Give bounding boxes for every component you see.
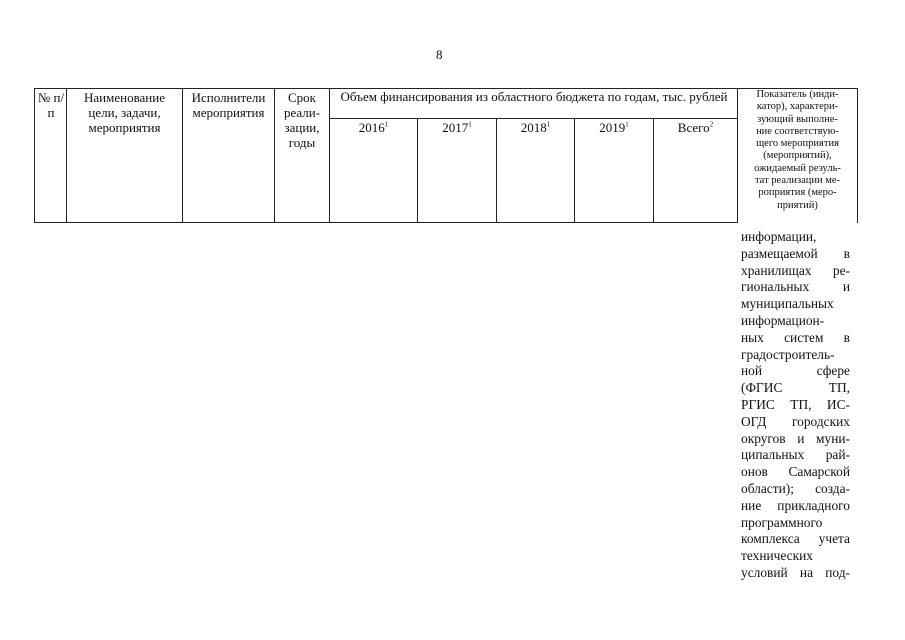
header-number: № п/п <box>37 90 65 120</box>
text-line: округов и муни- <box>741 430 850 446</box>
year-label: 2016 <box>358 120 385 135</box>
header-funding: Объем финансирования из областного бюджета по годам, тыс. рублей <box>340 89 728 104</box>
indicator-line: катор), характери- <box>756 101 839 113</box>
header-term-line: Срок <box>288 90 316 105</box>
years-row-border <box>329 118 738 119</box>
text-line: ципальных рай- <box>741 447 850 463</box>
indicator-continuation-text <box>741 229 850 582</box>
year-label: Всего <box>677 120 710 135</box>
indicator-line: щего мероприятия <box>756 138 839 150</box>
header-term-line: зации, <box>284 120 320 135</box>
text-line: хранилищах ре- <box>741 262 850 278</box>
header-name: Наименование цели, задачи, мероприятия <box>84 90 165 135</box>
column-divider <box>182 88 183 223</box>
text-line: информацион- <box>741 312 825 328</box>
text-line: (ФГИС ТП, <box>741 380 850 396</box>
indicator-line: ние соответствую- <box>756 125 839 137</box>
column-divider <box>274 88 275 223</box>
indicator-line: роприятия (меро- <box>758 187 837 199</box>
text-line: ной сфере <box>741 363 850 379</box>
year-2016 <box>330 120 417 135</box>
text-line: условий на под- <box>741 564 850 580</box>
year-2018 <box>497 120 574 135</box>
text-line: РГИС ТП, ИС- <box>741 396 850 412</box>
footnote-mark: 1 <box>384 120 389 129</box>
text-line: муниципальных <box>741 296 834 312</box>
year-total <box>654 120 737 135</box>
indicator-line: зующий выполне- <box>757 113 838 125</box>
table-bottom-border <box>34 222 737 223</box>
text-line: градостроитель- <box>741 346 835 362</box>
text-line: ние прикладного <box>741 497 850 513</box>
header-term-line: реали- <box>283 105 321 120</box>
page-number: 8 <box>436 47 443 62</box>
header-term <box>276 90 328 150</box>
indicator-line: (мероприятий), <box>763 150 832 162</box>
text-line: онов Самарской <box>741 464 850 480</box>
header-term-line: годы <box>288 135 316 150</box>
text-line: комплекса учета <box>741 531 850 547</box>
text-line: ных систем в <box>741 329 850 345</box>
column-divider <box>857 88 858 223</box>
column-divider <box>329 88 330 223</box>
footnote-mark: 1 <box>546 120 551 129</box>
indicator-line: тат реализации ме- <box>754 175 841 187</box>
year-label: 2019 <box>599 120 626 135</box>
footnote-mark: 1 <box>468 120 472 129</box>
year-label: 2018 <box>520 120 547 135</box>
indicator-line: приятий) <box>777 199 818 211</box>
header-executors: Исполнители мероприятия <box>191 90 266 120</box>
year-2017 <box>418 120 496 135</box>
table-header <box>34 88 858 223</box>
year-label: 2017 <box>442 120 469 135</box>
text-line: технических <box>741 548 813 564</box>
column-divider <box>34 88 35 223</box>
text-line: области); созда- <box>741 480 850 496</box>
text-line: программного <box>741 514 823 530</box>
indicator-line: ожидаемый резуль- <box>754 162 841 174</box>
text-line: информации, <box>741 229 817 244</box>
text-line: гиональных и <box>741 279 850 295</box>
column-divider <box>66 88 67 223</box>
header-indicator <box>738 89 857 212</box>
text-line: размещаемой в <box>741 245 850 261</box>
year-2019 <box>575 120 653 135</box>
text-line: ОГД городских <box>741 413 850 429</box>
indicator-line: Показатель (инди- <box>756 89 839 100</box>
footnote-mark: 1 <box>625 120 629 129</box>
footnote-mark: 2 <box>709 120 714 129</box>
